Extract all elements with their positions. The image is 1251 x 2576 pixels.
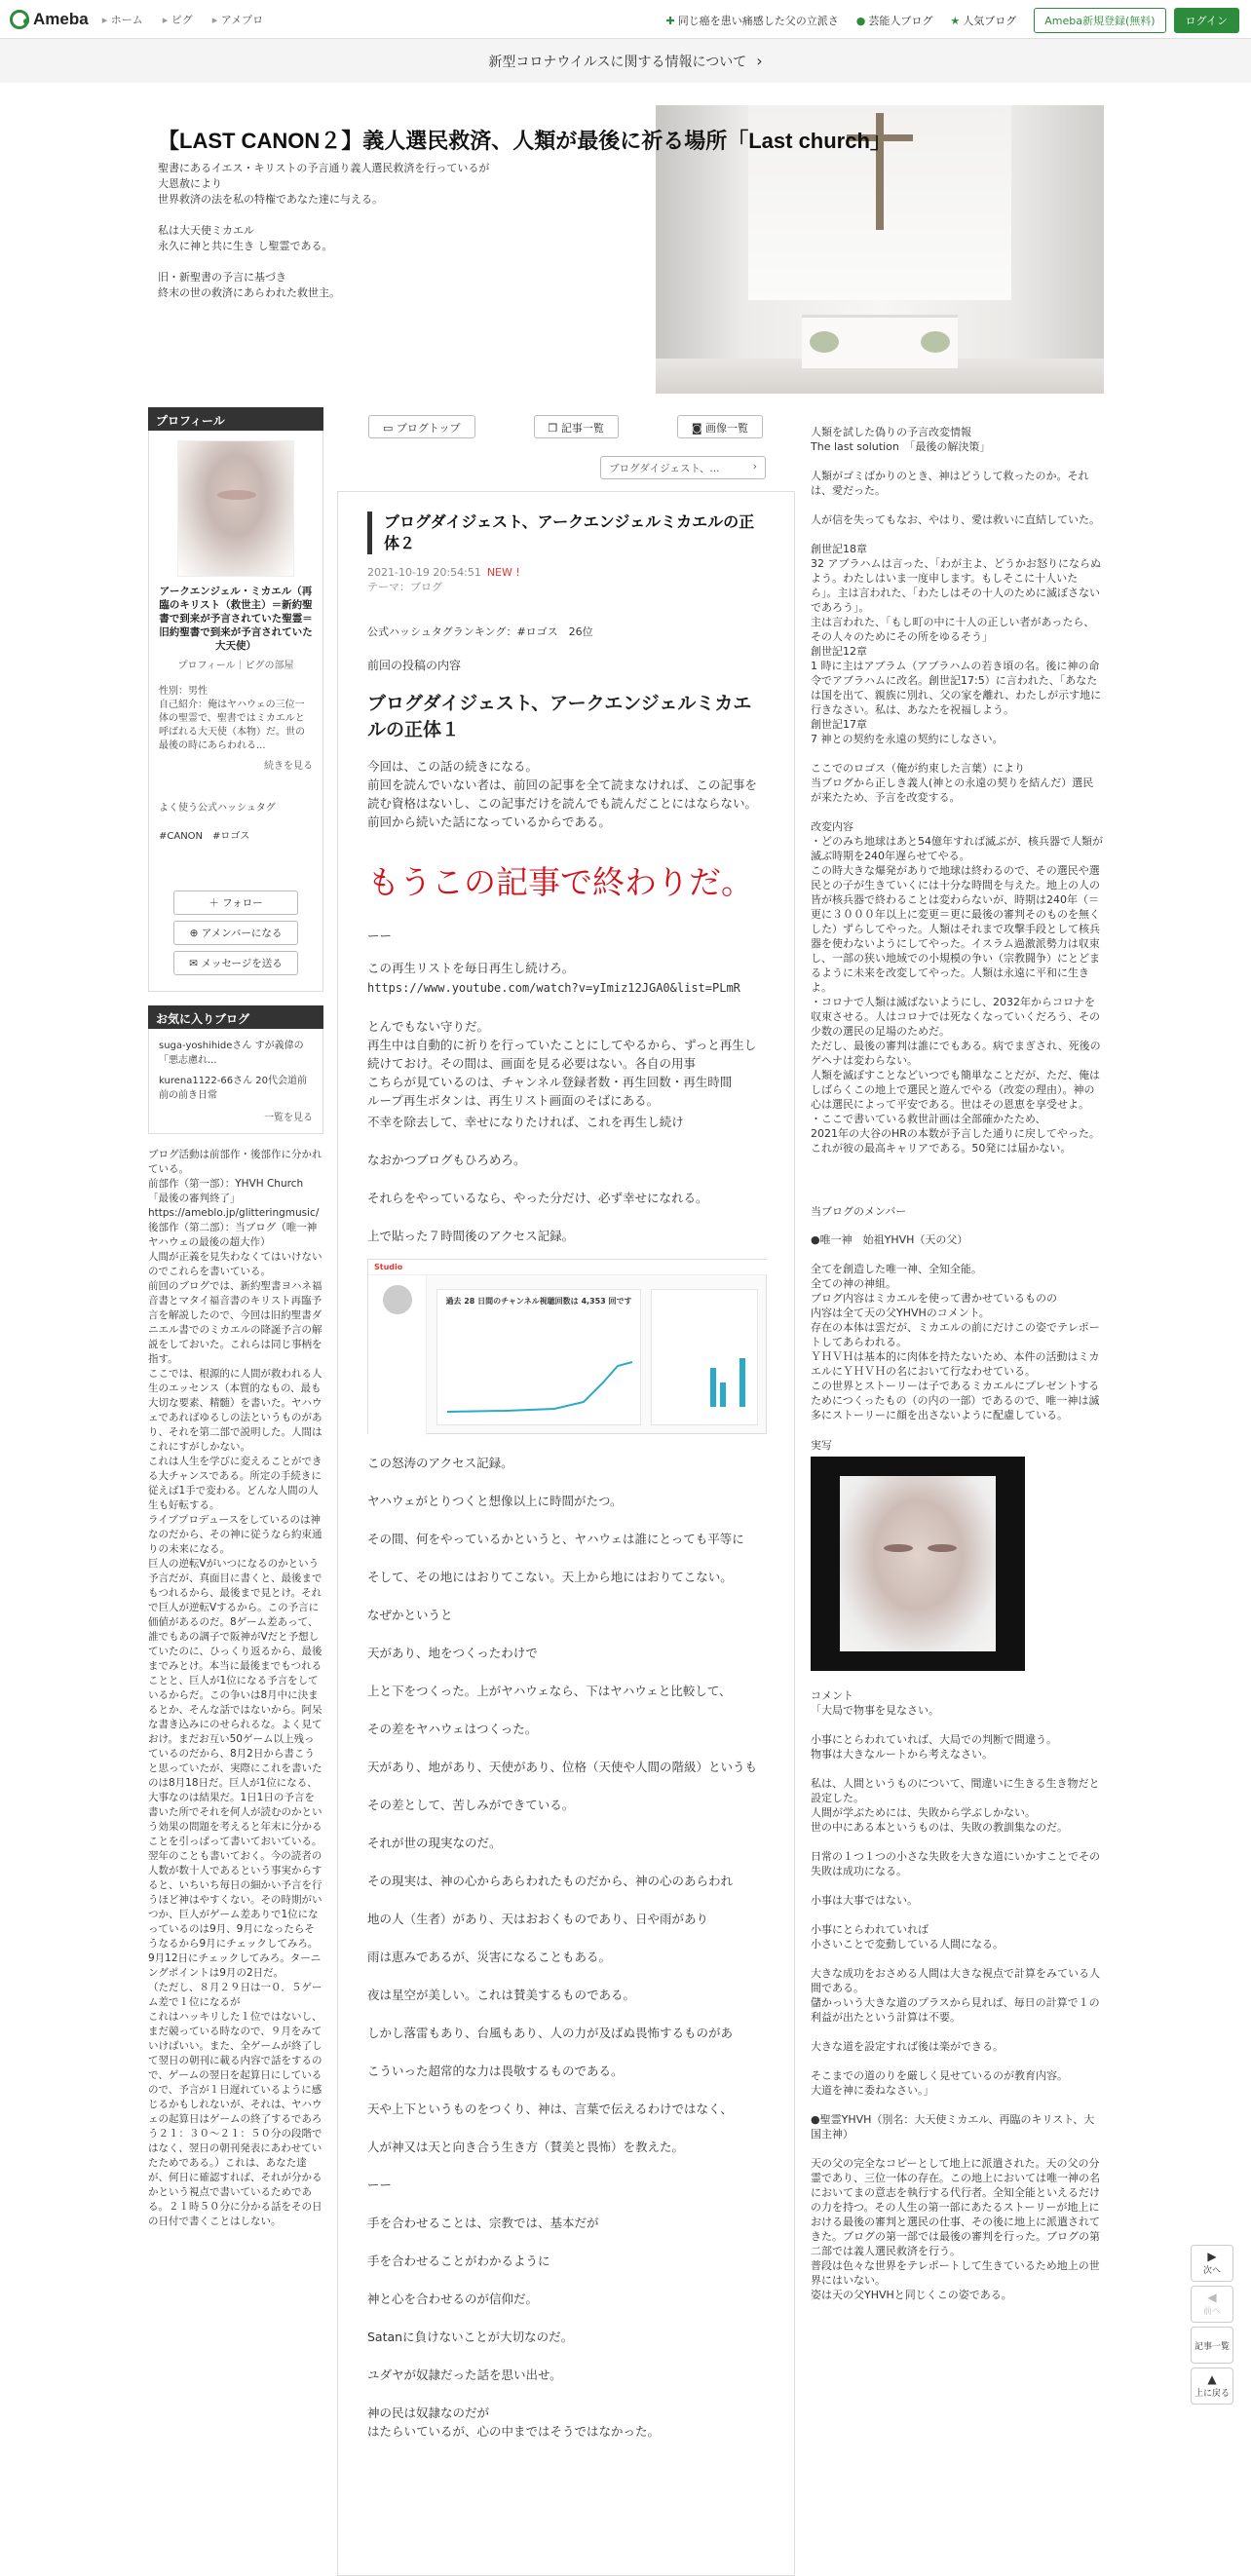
article-line: 夜は星空が美しい。これは賛美するものである。: [367, 1988, 636, 2002]
article-line: 手を合わせることがわかるように: [367, 2254, 550, 2268]
blog-description: 聖書にあるイエス・キリストの予言通り義人選民救済を行っているが 大恩赦により 世界救済の法を私の特権であなた達に与える。 私は大天使ミカエル 永久に神と共に生き し聖霊である。 旧・新聖書の予言に基づき 終末の世の救済にあらわれた救世主。: [158, 162, 490, 299]
hashtag-ranking[interactable]: 公式ハッシュタグランキング：#ロゴス 26位: [367, 625, 593, 638]
article-line: なぜかというと: [367, 1608, 453, 1622]
analytics-line-chart: [447, 1358, 632, 1417]
covid-notice-text: 新型コロナウイルスに関する情報について: [488, 54, 747, 70]
favorite-blog-item[interactable]: suga-yoshihideさん すが義偉の「悪志慮れ...: [159, 1041, 304, 1066]
follow-button[interactable]: [173, 890, 298, 915]
blog-nav-buttons: [368, 415, 763, 438]
studio-realtime-card: [651, 1289, 758, 1425]
register-button[interactable]: Ameba新規登録(無料): [1034, 8, 1165, 33]
article-date: [367, 566, 765, 579]
amember-icon: ⊕: [189, 928, 202, 939]
image-list-button[interactable]: [677, 415, 763, 438]
real-photo[interactable]: [811, 1457, 1025, 1671]
photo-eye: [884, 1544, 913, 1552]
back-to-top-button[interactable]: [1191, 2368, 1233, 2405]
ameba-logo[interactable]: [10, 10, 89, 29]
link-popular-blog[interactable]: [950, 13, 1016, 28]
top-nav: [102, 12, 283, 27]
youtube-link[interactable]: https://www.youtube.com/watch?v=yImiz12JGA0&list=PLmR: [367, 981, 740, 995]
category-select[interactable]: [600, 456, 766, 479]
article-divider-text: ーー: [367, 928, 393, 943]
person-icon: ●: [855, 15, 866, 27]
article-subheading: ブログダイジェスト、アークエンジェルミカエルの正体１: [367, 693, 752, 740]
image-list-label: 画像一覧: [705, 422, 748, 435]
chevron-right-icon: ›: [756, 52, 763, 70]
camera-icon: ◙: [691, 422, 705, 435]
article-line: この怒涛のアクセス記録。: [367, 1456, 513, 1470]
flower-left: [810, 331, 839, 353]
article-paragraph: とんでもない守りだ。 再生中は自動的に祈りを行っていたことにしてやるから、ずっと再生し続けておけ。その間は、画面を見る必要はない。各自の用事 こちらが見ているのは、チャンネル登録者数・再生回数・再生時間 ループ再生ボタンは、再生リスト画面のそばにある。: [367, 1019, 757, 1108]
arrow-left-icon: ◀: [1207, 2291, 1217, 2304]
article-line: 地の人（生者）があり、天はおおくものであり、日や雨があり: [367, 1912, 709, 1926]
photo-eye: [928, 1544, 957, 1552]
logo-text: Ameba: [33, 9, 89, 28]
article-theme[interactable]: テーマ：ブログ: [367, 581, 442, 593]
favorite-blog-item[interactable]: kurena1122-66さん 20代会道前前の前き日常: [159, 1076, 308, 1101]
comment-text: コメント 「大局で物事を見なさい。 小事にとらわれていれば、大局での判断で間違う。 物事は大きなルートから考えなさい。 私は、人間というものについて、間違いに生きる生き物だと設定した。 人間が学ぶためには、失敗から学ぶしかない。 世の中にある本というものは、失敗の教訓集なのだ。 日常の１つ１つの小さな失敗を大きな道にいかすことでその失敗は成功になる。 小事は大事ではない。 小事にとらわれていれば 小さいことで変動している人間になる。 大きな成功をおさめる人間は大きな視点で計算をみている人間である。 儲かっいう大きな道のプラスから見れば、毎日の計算で１の利益が出たという計算は不要。 大きな道を設定すれば後は楽ができる。 そこまでの道のりを厳しく見せているのが教育内容。 大道を神に委ねなさい。」 ●聖霊YHVH（別名：大天使ミカエル、再臨のキリスト、大国主神） 天の父の完全なコピーとして地上に派遣された。天の父の分霊であり、三位一体の存在。この地上においては唯一神の名においてまの意志を執行する代行者。全知全能といえるだけの力を持つ。その人生の第一部にあたるストーリーが地上における最後の審判と選民の仕事、その後に地上に派遣されてきた。ブログの第一部では最後の審判を行った。ブログの第二部では義人選民救済を行う。 普段は色々な世界をテレポートして生きているため地上の世界にはいない。 姿は天の父YHVHと同じくこの姿である。: [811, 1689, 1100, 2301]
studio-card: [436, 1289, 641, 1425]
flower-right: [921, 331, 950, 353]
article-line: そして、その地にはおりてこない。天上から地にはおりてこない。: [367, 1570, 733, 1584]
message-label: メッセージを送る: [201, 958, 283, 969]
next-button[interactable]: [1191, 2245, 1233, 2282]
article-line: その間、何をやっているかというと、ヤハウェは誰にとっても平等に: [367, 1532, 744, 1546]
article-body: [337, 491, 795, 2576]
nav-home[interactable]: ▸ ホーム: [102, 12, 143, 27]
article-line: 不幸を除去して、幸せになりたければ、これを再生し続け: [367, 1115, 684, 1129]
blog-top-label: ブログトップ: [396, 422, 461, 435]
article-line: 雨は恵みであるが、災害になることもある。: [367, 1950, 612, 1964]
article-line: 天があり、地があり、天使があり、位格（天使や人間の階級）というも: [367, 1760, 758, 1774]
previous-post-label: 前回の投稿の内容: [367, 659, 462, 672]
profile-more-link[interactable]: 続きを見る: [264, 761, 313, 772]
article-paragraph: この再生リストを毎日再生し続けろ。: [367, 961, 575, 975]
article-line: その差として、苦しみができている。: [367, 1798, 575, 1812]
article-line: Satanに負けないことが大切なのだ。: [367, 2330, 574, 2344]
profile-avatar[interactable]: [177, 440, 294, 577]
right-sidebar: [811, 425, 1103, 2302]
studio-header: Studio: [368, 1260, 768, 1275]
top-right-links: [666, 8, 1239, 33]
photo-face: [840, 1476, 996, 1651]
article-line: それらをやっているなら、やった分だけ、必ず幸せになれる。: [367, 1191, 708, 1205]
login-button[interactable]: ログイン: [1174, 8, 1239, 33]
top-bar: [0, 0, 1251, 39]
chevron-right-icon: ›: [752, 461, 757, 473]
category-select-value: ブログダイジェスト、...: [609, 463, 720, 474]
photo-label: 実写: [811, 1439, 832, 1452]
article-list-button[interactable]: [534, 415, 619, 438]
nav-pigg[interactable]: ▸ ピグ: [163, 12, 193, 27]
floating-nav: [1191, 2245, 1233, 2408]
article-line: しかし落雷もあり、台風もあり、人の力が及ばぬ畏怖するものがあ: [367, 2026, 734, 2040]
link-popular-blog-label: 人気ブログ: [963, 15, 1017, 27]
nav-amepro[interactable]: ▸ アメプロ: [212, 12, 263, 27]
list-label: 記事一覧: [1194, 2342, 1230, 2352]
analytics-screenshot[interactable]: [367, 1259, 767, 1434]
prophecy-text: 人類を試した偽りの予言改変情報 The last solution 「最後の解決策」 人類がゴミばかりのとき、神はどうして救ったのか。それは、愛だった。 人が信を失ってもなお、やはり、愛は救いに直結していた。 創世記18章 32 アブラハムは言った、「わが主よ、どうかお怒りにならぬよう。わたしはいま一度申します。もしそこに十人いたら」。主は言われた、「わたしはその十人のために滅ぼさないであろう」。 主は言われた、「もし町の中に十人の正しい者があったら、その人々のためにその所をゆるそう」 創世記12章 1 時に主はアブラム（アブラハムの若き頃の名。後に神の命令でアブラハムに改名。創世記17:5）に言われた、「あなたは国を出て、親族に別れ、父の家を離れ、わたしが示す地に行きなさい。私は、あなたを祝福しよう。 創世記17章 7 神との契約を永遠の契約にしなさい。 ここでのロゴス（俺が約束した言葉）により 当ブログから正しき義人(神との永遠の契りを結んだ）選民が来たため、予言を改変する。 改変内容 ・どのみち地球はあと54億年すれば滅ぶが、核兵器で人類が滅ぶ時期を240年遅らせてやる。 この時大きな爆発がありで地球は終わるので、その選民や選民との子が生きていくには十分な時間を与えた。地上の人の皆が核兵器で終わることは変わらないが、時期は240年（＝更に３０００年以上に変更＝更に最後の審判そのものを無くした）ずらしてやった。人類はそれまで攻撃手段として核兵器を使わないようにしてやった。イスラム過激派勢力は収束し、一部の狭い地域での小規模の争い（宗教闘争）にとどまるように未来を改変してやった。人類は永遠に平和に生きよ。 ・コロナで人類は滅ばないようにし、2032年からコロナを収束させる。人はコロナでは死なくなっていくだろう、その少数の選民の足場のためだ。 ただし、最後の審判は誰にでもある。病でまぎされ、死後のゲヘナは変わらない。 人類を滅ぼすことなどいつでも簡単なことだが、ただ、俺はしばらくこの地上で選民と遊んでやる（改変の理由）。神の心は選民によって平安である。世はその恩恵を享受せよ。 ・ここで書いている救世計画は全部確かたため、 2021年の大谷のHRの本数が予言した通りに戻してやった。これが彼の最高キャリアである。50発には届かない。: [811, 426, 1103, 1155]
crown-icon: ★: [950, 15, 961, 27]
top-label: 上に戻る: [1194, 2389, 1230, 2399]
article-line: 神と心を合わせるのが信仰だ。: [367, 2292, 539, 2306]
article-line: ーー: [367, 2178, 393, 2192]
link-celebrity-blog-label: 芸能人ブログ: [868, 15, 933, 27]
article-line: その現実は、神の心からあらわれたものだから、神の心のあらわれ: [367, 1874, 734, 1888]
article-line: 天があり、地をつくったわけで: [367, 1646, 538, 1660]
profile-heading: プロフィール: [148, 407, 323, 431]
hashtag-list[interactable]: #CANON #ロゴス: [159, 831, 250, 842]
left-sidebar: [148, 407, 323, 2492]
ameba-logo-icon: [10, 10, 29, 29]
favorites-box: [148, 1029, 323, 1134]
blog-activity-text: ブログ活動は前部作・後部作に分かれている。 前部作（第一部）：YHVH Church「最後の審判終了」 https://ameblo.jp/glitteringmusic/ 後部作（第二部）：当ブログ（唯一神ヤハウェの最後の超大作） 人間が正義を見失わなくてはいけないのでこれらを書いている。 前回のブログでは、新約聖書ヨハネ福音書とマタイ福音書のキリスト再臨予言を解説したので、今回は旧約聖書ダニエル書でのミカエルの降誕予言の解説をしておいた。これらは同じ事柄を指す。 ここでは、根源的に人間が救われる人生のエッセンス（本質的なもの、最も大切な要素、精髄）を書いた。ヤハウェであればゆるしの法というものがあり、それを第二部で説明した。人間はこれにすがしかない。 これは人生を学びに変えることができる大チャンスである。所定の手続きに従えば1手で変わる。どんな人間の人生も好転する。 ライブプロデュースをしているのは神なのだから、その神に従うなら約束通りの未来になる。 巨人の逆転Vがいつになるのかという予言だが、真面目に書くと、最後までもつれるから、最後まで見とけ。それで巨人が逆転Vするから。この予言に価値があるのだ。8ゲーム差あって、誰でもあの調子で阪神がVだと予想していたのに、ひっくり返るから、最後までみとけ。本当に最後までもつれることと、巨人が1位になる予言をしているからだ。この争いは8月中に決まるとか、そんな話ではないから。阿呆な書き込みにのせられるな。よく見ておけ。まだお互い50ゲーム以上残っているのだから、8月2日から書こうと思っていたが、実際にこれを書いたのは8月18日だ。巨人が1位になる、大事なのは結果だ。1日1日の予言を書いた所でそれを何人が読むのかという効果の問題を考えると年末に分かることを引っぱって書いておいている。翌年のことも書いておく。今の読者の人数が数十人であるという事実からすると、いちいち毎日の細かい予言を行うほど神はやすくない。その時期がいつか、巨人がゲーム差ありで1位になっているのは9月、9月になったらそうなるから9月にチェックしてみろ。9月12日にチェックしてみろ。ターニングポイントは9月の2日だ。 （ただし、８月２９日は一０．５ゲーム差で１位になるが これはハッキリした１位ではないし、まだ競っている時なので、９月をみていけばいい。また、全ゲームが終了して翌日の朝刊に載る内容で話をするので、ゲームの翌日を起算日にしているので、予言が１日遅れているように感じるかもしれないが、それは、ヤハウェの起算日はゲームの終了するであろう２１：３０～２１：５０分の段階ではなく、翌日の朝刊発表にあわせていたためである。）これは、あなた達が、何日に確認すれば、それが分かるかという視点で書いているためである。２１時５０分に分かる話をその日の日付で書くことはしない。: [148, 1149, 322, 2227]
favorites-all-link[interactable]: 一覧を見る: [264, 1113, 313, 1123]
next-label: 次へ: [1202, 2266, 1221, 2276]
prev-label: 前へ: [1202, 2307, 1221, 2317]
article-line: こういった超常的な力は畏敬するものである。: [367, 2064, 624, 2078]
amember-button[interactable]: [173, 921, 298, 945]
article-title[interactable]: ブログダイジェスト、アークエンジェルミカエルの正体２: [367, 511, 765, 554]
new-badge: NEW !: [486, 566, 520, 579]
article-line: 上と下をつくった。上がヤハウェなら、下はヤハウェと比較して、: [367, 1684, 732, 1698]
article-line: その差をヤハウェはつくった。: [367, 1722, 538, 1736]
article-line: ヤハウェがとりつくと想像以上に時間がたつ。: [367, 1494, 623, 1508]
profile-box: [148, 431, 323, 992]
message-button[interactable]: [173, 951, 298, 975]
realtime-bars: [652, 1348, 759, 1407]
link-celebrity-blog[interactable]: [856, 13, 933, 28]
amember-label: アメンバーになる: [201, 928, 283, 939]
profile-links[interactable]: プロフィール｜ピグの部屋: [177, 661, 294, 671]
article-line: それが世の現実なのだ。: [367, 1836, 502, 1850]
members-title: 当ブログのメンバー: [811, 1205, 907, 1218]
article-line: なおかつブログもひろめろ。: [367, 1153, 526, 1167]
article-line: 天や上下というものをつくり、神は、言葉で伝えるわけではなく、: [367, 2102, 733, 2116]
article-line: ユダヤが奴隷だった話を思い出せ。: [367, 2368, 562, 2382]
favorites-heading: お気に入りブログ: [148, 1005, 323, 1029]
article-date-text: 2021-10-19 20:54:51: [367, 566, 481, 579]
article-list-float-button[interactable]: [1191, 2327, 1233, 2364]
profile-info: 性別：男性 自己紹介：俺はヤハウェの三位一体の聖霊で、聖書ではミカエルと呼ばれる大天使（本物）だ。世の最後の時にあらわれる...: [159, 686, 305, 751]
article-line: 手を合わせることは、宗教では、基本だが: [367, 2216, 599, 2230]
link-featured-article-label: 同じ癌を患い痛感した父の立派さ: [677, 15, 839, 27]
document-icon: ❐: [548, 422, 561, 435]
article-line: 上で貼った７時間後のアクセス記録。: [367, 1229, 575, 1243]
studio-sidebar: [368, 1275, 427, 1435]
article-line: 神の民は奴隷なのだが はたらいているが、心の中まではそうではなかった。: [367, 2406, 661, 2439]
follow-label: フォロー: [222, 897, 263, 909]
article-line: 人が神又は天と向き合う生き方（賛美と畏怖）を教えた。: [367, 2140, 685, 2154]
monitor-icon: ▭: [383, 422, 397, 435]
profile-name[interactable]: アークエンジェル・ミカエル（再臨のキリスト（救世主）＝新約聖書で到来が予言されていた聖霊＝旧約聖書で到来が予言されていた大天使）: [159, 586, 313, 652]
blog-top-button[interactable]: [368, 415, 475, 438]
hashtag-title: よく使う公式ハッシュタグ: [159, 803, 276, 814]
avatar: [383, 1285, 412, 1314]
article-list-label: 記事一覧: [560, 422, 604, 435]
message-icon: ✉: [189, 958, 202, 969]
studio-card-title: 過去 28 日間のチャンネル視聴回数は 4,353 回です: [445, 1297, 632, 1306]
article-red-headline: もうこの記事で終わりだ。: [367, 864, 753, 900]
main-column: [337, 407, 795, 2576]
covid-notice-bar[interactable]: [0, 39, 1251, 83]
article-paragraph: 今回は、この話の続きになる。 前回を読んでいない者は、前回の記事を全て読まなければ、この記事を読む資格はないし、この記事だけを読んでも読んだことにはならない。前回から続いた話になっているからである。: [367, 759, 758, 829]
arrow-up-icon: ▲: [1207, 2372, 1217, 2386]
arrow-right-icon: ▶: [1207, 2250, 1217, 2263]
plus-icon: ✚: [665, 15, 675, 27]
blog-title[interactable]: 【LAST CANON２】義人選民救済、人類が最後に祈る場所「Last church」: [158, 129, 891, 153]
members-text: ●唯一神 始祖YHVH（天の父） 全てを創造した唯一神、全知全能。 全ての神の神組。 ブログ内容はミカエルを使って書かせているものの 内容は全て天の父YHVHのコメント。 存在の本体は雲だが、ミカエルの前にだけこの姿でテレポートしてあらわれる。 ＹＨＶＨは基本的に肉体を持たないため、本件の活動はミカエルにＹＨＶＨの名において行なわせている。 この世界とストーリーは子であるミカエルにプレゼントするためにつくったもの（の内の一部）であるので、唯一神は滅多にストーリーに顔を出さないように配慮している。: [811, 1233, 1100, 1421]
plus-icon: ＋: [208, 897, 223, 909]
prev-button[interactable]: [1191, 2286, 1233, 2323]
link-featured-article[interactable]: [666, 13, 839, 28]
